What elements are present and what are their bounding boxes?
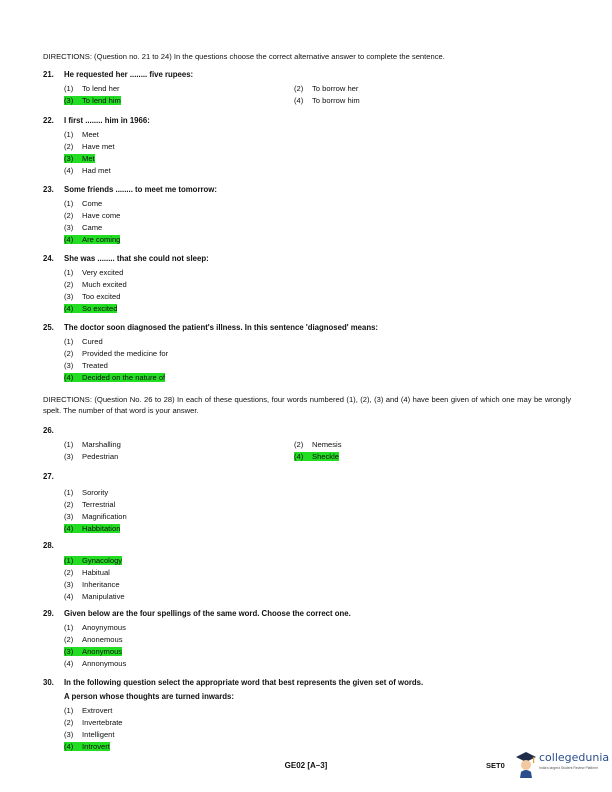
question-number: 26.	[43, 426, 54, 435]
option-1[interactable]: (1) To lend her	[64, 84, 120, 93]
option-1[interactable]: (1) Come	[64, 199, 103, 208]
option-2[interactable]: (2) Invertebrate	[64, 717, 123, 727]
option-1-correct[interactable]: (1) Gynacology	[64, 556, 123, 565]
option-2[interactable]: (2) Anonemous	[64, 634, 123, 644]
option-4[interactable]: (4) Annonymous	[64, 658, 127, 668]
option-1[interactable]: (1) Sorority	[64, 488, 109, 497]
question-text: In the following question select the appropriate word that best represents the given set of words.	[64, 678, 424, 687]
question-number: 30.	[43, 678, 54, 687]
option-3[interactable]: (3) Too excited	[64, 291, 121, 301]
question-24	[43, 253, 573, 315]
option-3[interactable]: (3) Magnification	[64, 511, 127, 521]
option-3[interactable]: (3) Inheritance	[64, 579, 120, 589]
option-4-correct[interactable]: (4) Decided on the nature of	[64, 372, 166, 382]
question-text: The doctor soon diagnosed the patient's illness. In this sentence 'diagnosed' means:	[64, 323, 379, 332]
question-subtext: A person whose thoughts are turned inwards:	[64, 692, 234, 701]
question-number: 23.	[43, 185, 54, 194]
question-25	[43, 322, 573, 384]
option-4-correct[interactable]: (4) Sheckle	[294, 451, 340, 461]
option-2[interactable]: (2) Provided the medicine for	[64, 348, 169, 358]
question-text: She was ........ that she could not sleep:	[64, 254, 209, 263]
question-23	[43, 184, 573, 246]
question-26	[43, 425, 573, 463]
question-29	[43, 608, 573, 670]
option-2[interactable]: (2) Have come	[64, 210, 121, 220]
question-27	[43, 471, 573, 535]
option-1[interactable]: (1) Cured	[64, 337, 103, 346]
question-number: 28.	[43, 541, 54, 550]
option-4[interactable]: (4) To borrow him	[294, 95, 360, 105]
option-3-correct[interactable]: (3) To lend him	[64, 95, 121, 105]
option-2[interactable]: (2) To borrow her	[294, 84, 359, 93]
option-4[interactable]: (4) Manipulative	[64, 591, 125, 601]
option-3[interactable]: (3) Pedestrian	[64, 451, 119, 461]
question-number: 22.	[43, 116, 54, 125]
option-4-correct[interactable]: (4) Introvert	[64, 741, 110, 751]
question-21	[43, 69, 573, 107]
question-text: He requested her ........ five rupees:	[64, 70, 194, 79]
page-code: GE02 [A–3]	[284, 761, 328, 770]
question-number: 21.	[43, 70, 54, 79]
question-30	[43, 677, 573, 753]
question-number: 24.	[43, 254, 54, 263]
question-text: Some friends ........ to meet me tomorrow:	[64, 185, 217, 194]
question-text: I first ........ him in 1966:	[64, 116, 150, 125]
question-22	[43, 115, 573, 177]
question-text: Given below are the four spellings of the same word. Choose the correct one.	[64, 609, 351, 618]
option-3[interactable]: (3) Intelligent	[64, 729, 115, 739]
option-3-correct[interactable]: (3) Met	[64, 153, 95, 163]
logo-wordmark: collegedunia	[539, 751, 610, 764]
option-1[interactable]: (1) Very excited	[64, 268, 124, 277]
option-2[interactable]: (2) Nemesis	[294, 440, 342, 449]
option-4[interactable]: (4) Had met	[64, 165, 111, 175]
question-number: 27.	[43, 472, 54, 481]
option-4-correct[interactable]: (4) Habbitation	[64, 523, 121, 533]
option-3-correct[interactable]: (3) Anonymous	[64, 646, 123, 656]
option-1[interactable]: (1) Marshalling	[64, 440, 121, 449]
option-4-correct[interactable]: (4) Are coming	[64, 234, 121, 244]
question-28	[43, 540, 573, 603]
option-2[interactable]: (2) Habitual	[64, 567, 110, 577]
option-2[interactable]: (2) Have met	[64, 141, 115, 151]
question-number: 25.	[43, 323, 54, 332]
option-3[interactable]: (3) Treated	[64, 360, 108, 370]
logo-tagline: India's largest Student Review Platform	[539, 766, 599, 770]
option-1[interactable]: (1) Meet	[64, 130, 99, 139]
directions-26-28: DIRECTIONS: (Question No. 26 to 28) In each of these questions, four words numbered (1), (2), (3) and (4) have been given of which one may be wrongly spelt. The number of that word is your answer.	[43, 395, 571, 415]
question-number: 29.	[43, 609, 54, 618]
option-4-correct[interactable]: (4) So excited	[64, 303, 118, 313]
option-1[interactable]: (1) Extrovert	[64, 706, 113, 715]
set-label: SET0	[486, 761, 505, 770]
collegedunia-logo[interactable]	[514, 748, 610, 780]
option-1[interactable]: (1) Anoynymous	[64, 623, 126, 632]
directions-21-24: DIRECTIONS: (Question no. 21 to 24) In the questions choose the correct alternative answer to complete the sentence.	[43, 52, 445, 61]
graduate-mascot-icon	[514, 750, 538, 778]
option-2[interactable]: (2) Terrestrial	[64, 499, 116, 509]
option-3[interactable]: (3) Came	[64, 222, 103, 232]
option-2[interactable]: (2) Much excited	[64, 279, 127, 289]
